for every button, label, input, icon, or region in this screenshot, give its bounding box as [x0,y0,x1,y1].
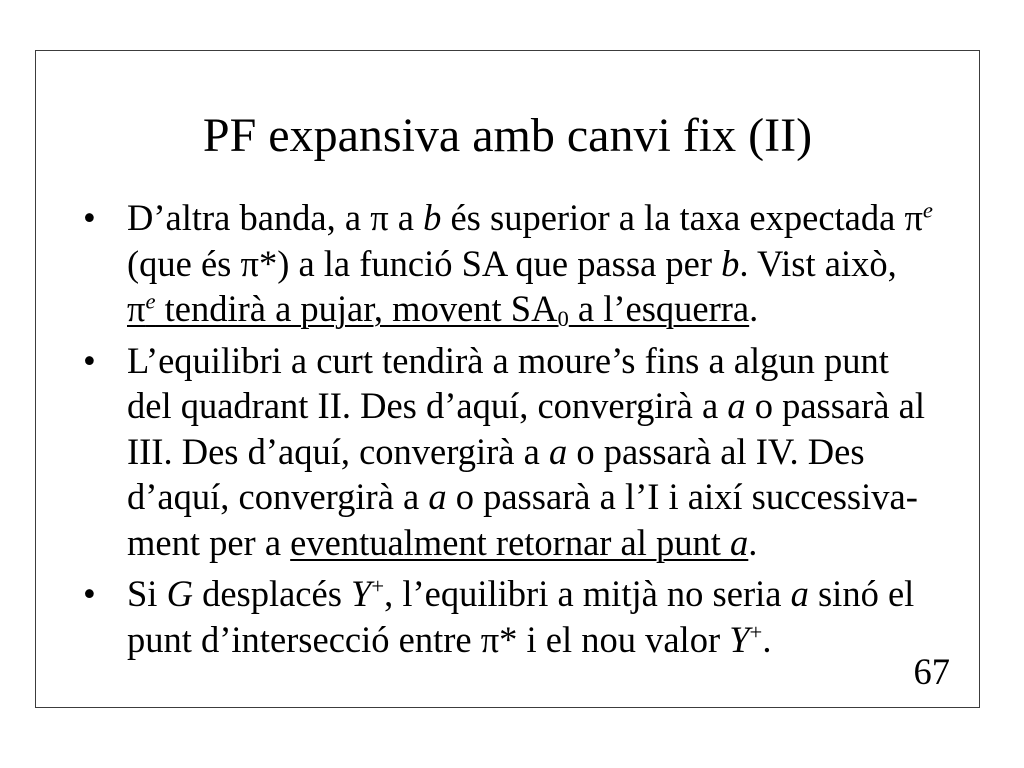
text-run: + [749,619,763,645]
text-run: és superior a la taxa expectada π [441,197,923,238]
bullet-line [127,195,1000,241]
text-run: Si [127,573,167,614]
bullet-line [127,241,1000,287]
text-run: eventualment retornar al punt [290,521,731,563]
text-run: G [166,573,193,614]
text-run: L’equilibri a curt tendirà a moure’s fins a algun punt [127,339,889,381]
text-run: Y [729,618,750,660]
text-run: . [748,521,758,563]
text-run: a [548,430,568,472]
text-run: e [145,288,156,314]
slide-title: PF expansiva amb canvi fix (II) [202,109,813,162]
bullet-line [127,474,1000,520]
bullet-marker: • [83,339,96,381]
text-run: sinó el [808,573,915,614]
bullet-item [0,571,1000,662]
bullet-line [127,383,1000,429]
bullet-line [127,617,1000,663]
text-run: . [749,288,759,329]
bullet-item [0,338,1000,566]
text-run: tendirà a pujar, movent SA [155,288,558,329]
text-run: e [922,197,933,223]
bullet-line [127,571,1000,617]
text-run: punt d’intersecció entre π* i el nou valor [127,618,730,660]
text-run: b [721,242,740,284]
text-run: . Vist això, [739,242,897,284]
text-run: . [762,618,772,660]
bullet-marker: • [83,197,96,238]
bullet-marker: • [83,573,96,614]
text-run: d’aquí, convergirà a [127,476,429,517]
text-run: (que és π*) a la funció SA que passa per [127,242,722,284]
bullet-line [127,338,1000,384]
text-run: D’altra banda, a π a [127,197,424,238]
text-run: b [423,197,442,238]
bullet-line [127,520,1000,566]
bullet-line [127,286,1000,332]
text-run: + [371,573,385,599]
bullet-list [0,195,1000,668]
text-run: , l’equilibri a mitjà no seria [384,573,791,614]
text-run: 0 [557,305,569,331]
bullet-line [127,429,1000,475]
text-run: del quadrant II. Des d’aquí, convergirà a [127,385,728,426]
text-run: a [790,573,809,614]
underlined-text [127,288,749,329]
text-run: o passarà al IV. Des [567,430,865,472]
text-run: a [727,385,746,426]
text-run: o passarà a l’I i així successiva- [446,476,918,517]
text-run: a [428,476,447,517]
text-run: o passarà al [745,385,925,426]
bullet-item [0,195,1000,332]
text-run: ment per a [127,521,291,563]
text-run: π [127,288,146,329]
text-run: a [730,521,749,563]
text-run: Y [351,573,372,614]
text-run: a l’esquerra [568,288,750,329]
underlined-text [290,522,748,563]
text-run: III. Des d’aquí, convergirà a [127,430,549,472]
text-run: desplacés [192,573,352,614]
page-number: 67 [913,651,950,692]
